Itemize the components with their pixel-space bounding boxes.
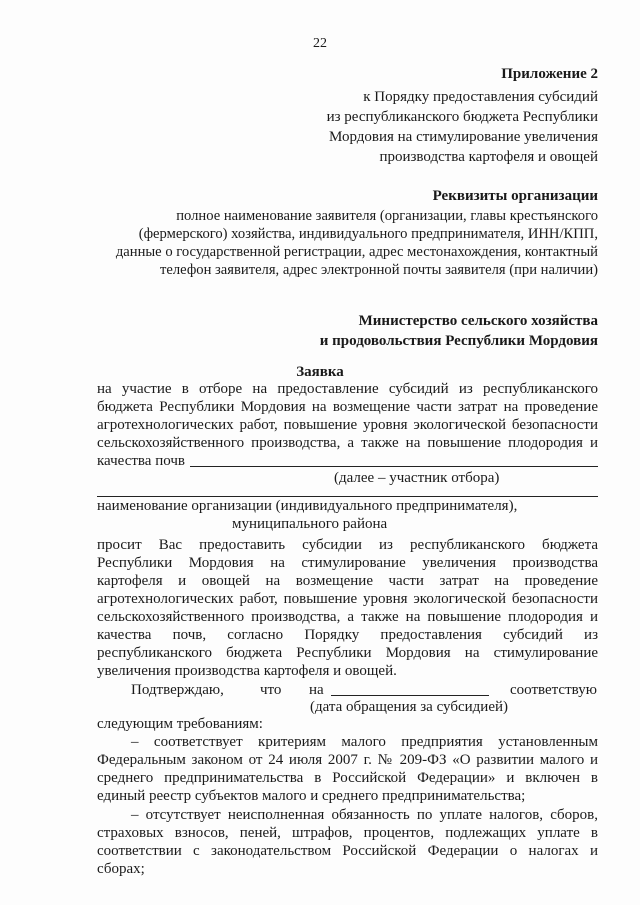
fill-line xyxy=(190,466,598,467)
tax-line: – отсутствует неисполненная обязанность по уплате налогов, сборов, xyxy=(131,807,598,823)
request-line: республиканского бюджета Республики Мордовия на стимулирование xyxy=(97,645,598,661)
request-line: сельскохозяйственного производства, а также на повышение плодородия и xyxy=(97,609,598,625)
intro-line: на участие в отборе на предоставление субсидий из республиканского xyxy=(97,381,598,397)
confirm-word: на xyxy=(309,682,324,698)
request-line: качества почв, согласно Порядку предоставления субсидий из xyxy=(97,627,598,643)
intro-line: сельскохозяйственного производства, а также на повышение плодородия и xyxy=(97,435,598,451)
requisites-line: (фермерского) хозяйства, индивидуального предпринимателя, ИНН/КПП, xyxy=(138,226,598,242)
tax-line: сборах; xyxy=(97,861,145,877)
request-line: просит Вас предоставить субсидии из республиканского бюджета xyxy=(97,537,598,553)
request-line: увеличения производства картофеля и овощей. xyxy=(97,663,397,679)
participant-note: (далее – участник отбора) xyxy=(334,470,500,486)
appendix-title: Приложение 2 xyxy=(501,66,598,82)
application-title: Заявка xyxy=(296,364,344,380)
date-fill-line xyxy=(331,695,489,696)
requisites-line: данные о государственной регистрации, адрес местонахождения, контактный xyxy=(115,244,598,260)
appendix-line: Мордовия на стимулирование увеличения xyxy=(328,129,598,145)
district-caption: муниципального района xyxy=(232,516,388,532)
date-caption: (дата обращения за субсидией) xyxy=(310,699,508,715)
request-line: картофеля и овощей на возмещение части затрат на проведение xyxy=(97,573,598,589)
appendix-line: производства картофеля и овощей xyxy=(379,149,598,165)
intro-line: агротехнологических работ, повышение уровня экологической безопасности xyxy=(97,417,598,433)
requisites-title: Реквизиты организации xyxy=(432,188,598,204)
confirm-word: Подтверждаю, xyxy=(131,682,224,698)
criteria-line: – соответствует критериям малого предприятия установленным xyxy=(131,734,598,750)
criteria-line: среднего предпринимательства в Российской Федерации» и включен в xyxy=(97,770,598,786)
appendix-line: из республиканского бюджета Республики xyxy=(326,109,598,125)
request-line: агротехнологических работ, повышение уровня экологической безопасности xyxy=(97,591,598,607)
ministry-line: и продовольствия Республики Мордовия xyxy=(319,333,598,349)
confirm-word: соответствую xyxy=(510,682,597,698)
fill-line xyxy=(97,496,598,497)
tax-line: страховых взносов, пеней, штрафов, процентов, подлежащих уплате в xyxy=(97,825,598,841)
page-number: 22 xyxy=(313,36,327,51)
requisites-line: телефон заявителя, адрес электронной почты заявителя (при наличии) xyxy=(160,262,598,278)
criteria-line: единый реестр субъектов малого и среднего предпринимательства; xyxy=(97,788,526,804)
soil-quality-label: качества почв xyxy=(97,453,185,469)
org-name-caption: наименование организации (индивидуального предпринимателя), xyxy=(97,498,518,514)
ministry-line: Министерство сельского хозяйства xyxy=(358,313,598,329)
criteria-line: Федеральным законом от 24 июля 2007 г. № 209-ФЗ «О развитии малого и xyxy=(97,752,598,768)
requirements-intro: следующим требованиям: xyxy=(97,716,263,732)
appendix-line: к Порядку предоставления субсидий xyxy=(363,89,598,105)
request-line: Республики Мордовия на стимулирование увеличения производства xyxy=(97,555,598,571)
requisites-line: полное наименование заявителя (организации, главы крестьянского xyxy=(176,208,598,224)
confirm-word: что xyxy=(260,682,282,698)
intro-line: бюджета Республики Мордовия на возмещение части затрат на проведение xyxy=(97,399,598,415)
tax-line: соответствии с законодательством Российской Федерации о налогах и xyxy=(97,843,598,859)
